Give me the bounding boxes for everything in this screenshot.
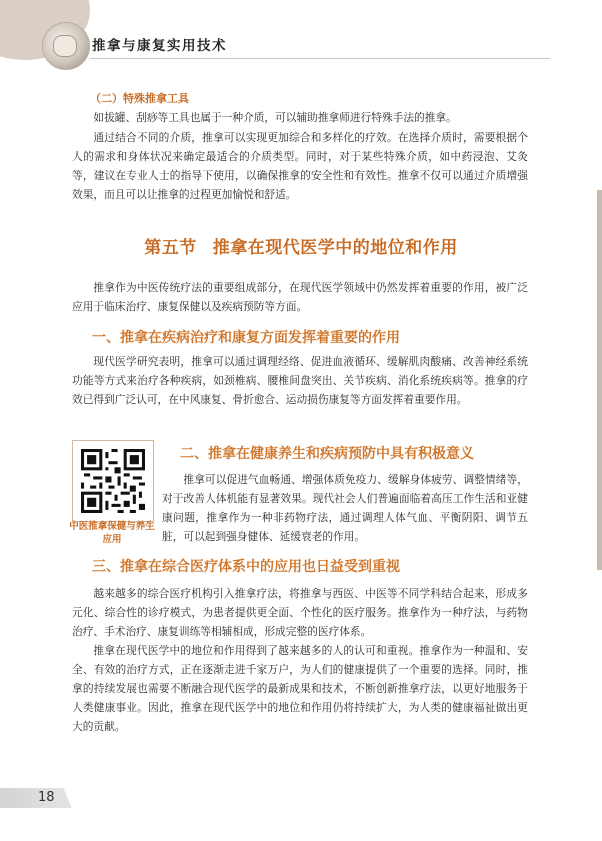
header-divider xyxy=(90,58,550,59)
qr-code[interactable] xyxy=(72,440,154,522)
section-title xyxy=(0,233,602,258)
sub-section-title: （二）特殊推拿工具 xyxy=(90,92,189,105)
qr-code-icon xyxy=(81,449,145,513)
heading-part1: 一、推拿在疾病治疗和康复方面发挥着重要的作用 xyxy=(92,330,400,346)
book-title: 推拿与康复实用技术 xyxy=(92,38,227,54)
page-number: 18 xyxy=(38,790,55,805)
qr-caption: 中医推拿保健与养生应用 xyxy=(69,521,155,545)
section-number: 第五节 xyxy=(144,238,197,258)
paragraph: 越来越多的综合医疗机构引入推拿疗法，将推拿与西医、中医等不同学科结合起来，形成多元化、综合性的诊疗模式，为患者提供更全面、个性化的医疗服务。推拿作为一种疗法，与药物治疗、手术治疗、康复训练等相辅相成，形成完整的医疗体系。 xyxy=(72,587,528,638)
heading-part3: 三、推拿在综合医疗体系中的应用也日益受到重视 xyxy=(92,559,400,575)
intro-paragraph: 推拿作为中医传统疗法的重要组成部分，在现代医学领域中仍然发挥着重要的作用，被广泛应用于临床治疗、康复保健以及疾病预防等方面。 xyxy=(72,281,528,313)
paragraph: 推拿可以促进气血畅通、增强体质免疫力、缓解身体疲劳、调整情绪等，对于改善人体机能有显著效果。现代社会人们普遍面临着高压工作生活和亚健康问题，推拿作为一种非药物疗法，通过调理人体气血、平衡阴阳、调节五脏，可以起到强身健体、延缓衰老的作用。 xyxy=(162,473,528,543)
paragraph: 通过结合不同的介质，推拿可以实现更加综合和多样化的疗效。在选择介质时，需要根据个人的需求和身体状况来确定最适合的介质类型。同时，对于某些特殊介质，如中药浸泡、艾灸等，建议在专业人士的指导下使用，以确保推拿的安全性和有效性。推拿不仅可以通过介质增强效果，而且可以让推拿的过程更加愉悦和舒适。 xyxy=(72,131,528,201)
page-number-tab xyxy=(0,788,72,808)
paragraph: 推拿在现代医学中的地位和作用得到了越来越多的人的认可和重视。推拿作为一种温和、安全、有效的治疗方式，正在逐渐走进千家万户，为人们的健康提供了一个重要的选择。同时，推拿的持续发展也需要不断融合现代医学的最新成果和技术，不断创新推拿疗法，以更好地服务于人类健康事业。因此，推拿在现代医学中的地位和作用仍将持续扩大，为人类的健康福祉做出更大的贡献。 xyxy=(72,644,528,733)
paragraph: 如拔罐、刮痧等工具也属于一种介质，可以辅助推拿师进行特殊手法的推拿。 xyxy=(93,111,457,124)
section-title-text: 推拿在现代医学中的地位和作用 xyxy=(212,238,458,258)
paragraph: 现代医学研究表明，推拿可以通过调理经络、促进血液循环、缓解肌肉酸痛、改善神经系统功能等方式来治疗各种疾病，如颈椎病、腰椎间盘突出、关节疾病、消化系统疾病等。推拿的疗效已得到广泛认可，在中风康复、骨折愈合、运动损伤康复等方面发挥着重要作用。 xyxy=(72,355,528,406)
header-photo xyxy=(42,22,90,70)
heading-part2: 二、推拿在健康养生和疾病预防中具有积极意义 xyxy=(180,446,474,462)
